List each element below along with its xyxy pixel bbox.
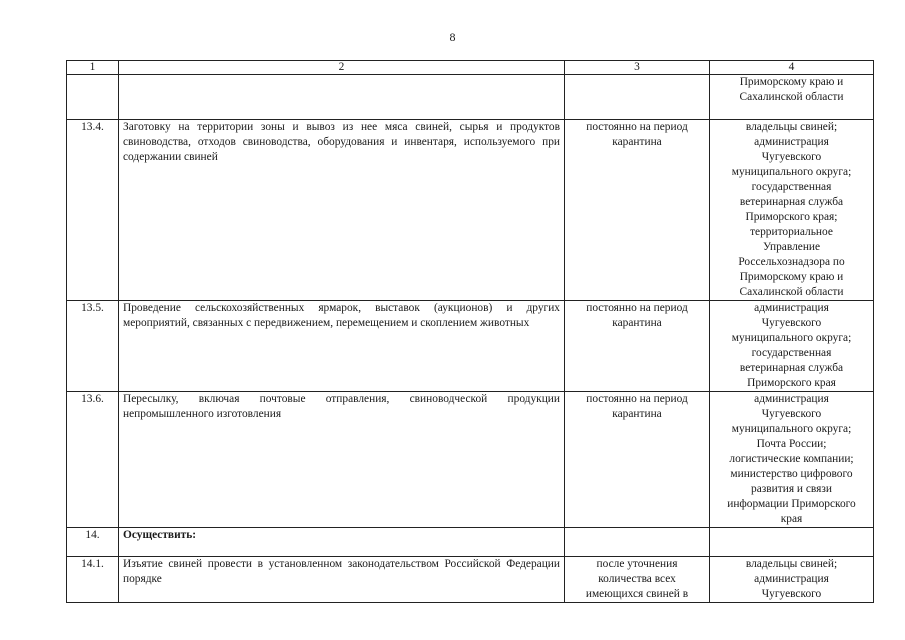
responsible-line: министерство цифрового (730, 468, 853, 480)
responsible-line: Россельхознадзора по (738, 256, 845, 268)
responsible-cell (710, 75, 874, 120)
term-line: имеющихся свиней в (585, 588, 689, 600)
table-row (67, 301, 874, 392)
row-number: 14.1. (67, 557, 119, 603)
term-line: после уточнения (596, 558, 678, 570)
table-row (67, 75, 874, 120)
responsible-line: Чугуевского (761, 408, 822, 420)
responsible-line: Сахалинской области (739, 91, 844, 103)
table-row (67, 392, 874, 528)
row-number: 14. (67, 528, 119, 557)
table-header-row (67, 61, 874, 75)
responsible-line: Управление (762, 241, 821, 253)
responsible-line: Сахалинской области (739, 286, 844, 298)
measures-table (66, 60, 874, 603)
term-cell (565, 75, 710, 120)
responsible-line: логистические компании; (729, 453, 854, 465)
term-line: карантина (612, 136, 662, 148)
row-number: 13.6. (67, 392, 119, 528)
row-number (67, 75, 119, 120)
measure-text: Заготовку на территории зоны и вывоз из нее мяса свиней, сырья и продуктов свиноводства, отходов свиноводства, оборудования и инвентаря, используемого при содержании свиней (119, 120, 565, 301)
term-line: количества всех (598, 573, 676, 585)
term-line: постоянно на период (586, 393, 688, 405)
term-cell (565, 392, 710, 528)
responsible-line: администрация (754, 136, 829, 148)
term-cell (565, 301, 710, 392)
responsible-line: государственная (751, 181, 832, 193)
responsible-line: государственная (751, 347, 832, 359)
term-cell (565, 557, 710, 603)
responsible-cell (710, 301, 874, 392)
responsible-line: ветеринарная служба (739, 362, 844, 374)
responsible-line: Приморского края; (745, 211, 838, 223)
measure-text: Пересылку, включая почтовые отправления, свиноводческой продукции непромышленного изготовления (119, 392, 565, 528)
term-line: карантина (612, 317, 662, 329)
responsible-line: информации Приморского (727, 498, 856, 510)
responsible-line: Приморского края (747, 377, 836, 389)
column-header: 2 (119, 61, 565, 75)
measure-text: Проведение сельскохозяйственных ярмарок, выставок (аукционов) и других мероприятий, связанных с передвижением, перемещением и скоплением животных (119, 301, 565, 392)
responsible-line: муниципального округа; (731, 332, 852, 344)
responsible-line: муниципального округа; (731, 166, 852, 178)
table-row (67, 120, 874, 301)
term-line: карантина (612, 408, 662, 420)
row-number: 13.4. (67, 120, 119, 301)
responsible-line: Чугуевского (761, 151, 822, 163)
section-heading: Осуществить: (119, 528, 565, 557)
responsible-cell (710, 528, 874, 557)
responsible-line: края (780, 513, 803, 525)
responsible-line: администрация (754, 393, 829, 405)
responsible-line: владельцы свиней; (745, 558, 838, 570)
page-number: 8 (449, 30, 456, 44)
table-row (67, 557, 874, 603)
term-line: постоянно на период (586, 302, 688, 314)
column-header: 1 (67, 61, 119, 75)
responsible-cell (710, 392, 874, 528)
responsible-line: Приморскому краю и (739, 76, 844, 88)
measure-text: Изъятие свиней провести в установленном законодательством Российской Федерации порядке (119, 557, 565, 603)
responsible-line: Приморскому краю и (739, 271, 844, 283)
term-line: постоянно на период (586, 121, 688, 133)
responsible-cell (710, 557, 874, 603)
responsible-line: территориальное (750, 226, 833, 238)
table-row (67, 528, 874, 557)
responsible-line: владельцы свиней; (745, 121, 838, 133)
column-header: 4 (710, 61, 874, 75)
responsible-line: развития и связи (751, 483, 832, 495)
term-cell (565, 120, 710, 301)
column-header: 3 (565, 61, 710, 75)
term-cell (565, 528, 710, 557)
responsible-line: администрация (754, 302, 829, 314)
responsible-line: Почта России; (756, 438, 827, 450)
responsible-cell (710, 120, 874, 301)
responsible-line: Чугуевского (761, 588, 822, 600)
responsible-line: ветеринарная служба (739, 196, 844, 208)
responsible-line: муниципального округа; (731, 423, 852, 435)
responsible-line: администрация (754, 573, 829, 585)
responsible-line: Чугуевского (761, 317, 822, 329)
row-number: 13.5. (67, 301, 119, 392)
measure-text (119, 75, 565, 120)
